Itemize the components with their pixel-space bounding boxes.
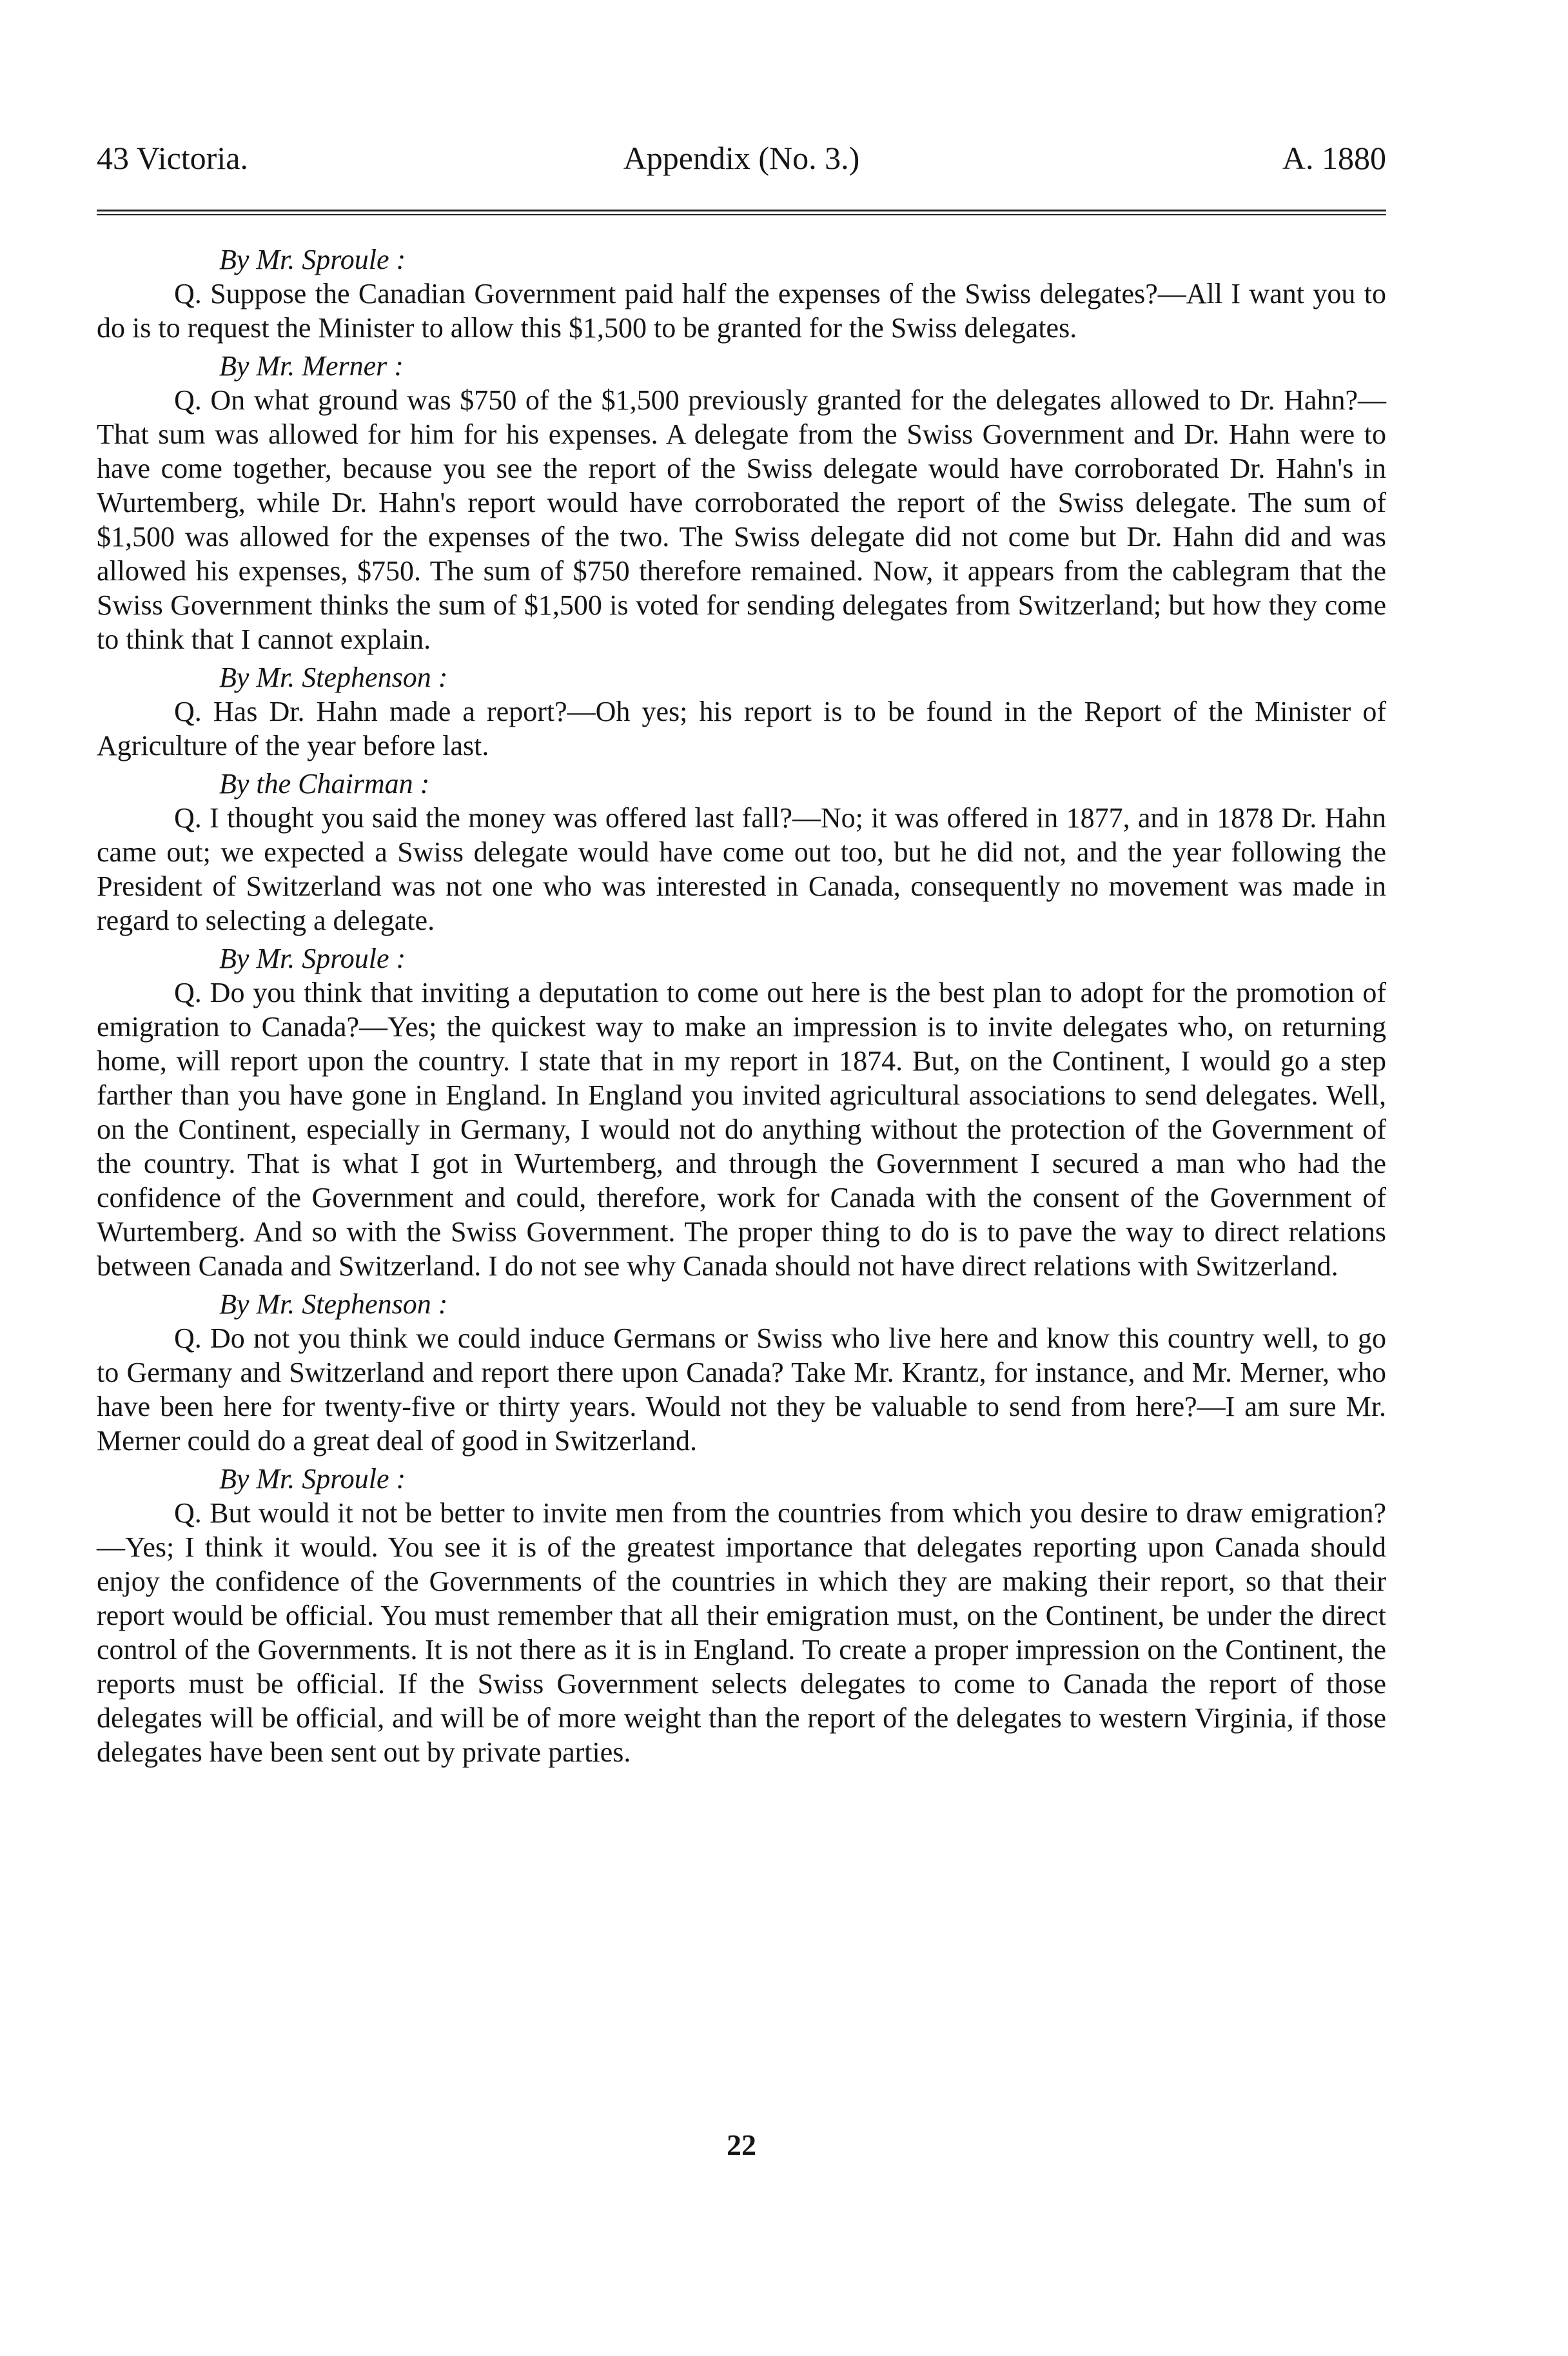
header-double-rule bbox=[97, 210, 1386, 215]
speaker-label: By Mr. Sproule : bbox=[219, 244, 406, 275]
question-answer: Q. Suppose the Canadian Government paid half the expenses of the Swiss delegates?—All I want you to do is to request the Minister to allow this $1,500 to be granted for the Swiss delegates. bbox=[97, 278, 1386, 344]
testimony-block bbox=[97, 1462, 1386, 1769]
speaker-label: By the Chairman : bbox=[219, 768, 430, 800]
speaker-label: By Mr. Stephenson : bbox=[219, 662, 448, 693]
question-answer: Q. On what ground was $750 of the $1,500 previously granted for the delegates allowed to Dr. Hahn?—That sum was allowed for him for his expenses. A delegate from the Swiss Government and Dr. Hahn were to have come together, because you see the report of the Swiss delegate would have corroborated Dr. Hahn's in Wurtemberg, while Dr. Hahn's report would have corroborated the report of the Swiss delegate. The sum of $1,500 was allowed for the expenses of the two. The Swiss delegate did not come but Dr. Hahn did and was allowed his expenses, $750. The sum of $750 therefore remained. Now, it appears from the cablegram that the Swiss Government thinks the sum of $1,500 is voted for sending delegates from Switzerland; but how they come to think that I cannot explain. bbox=[97, 384, 1386, 655]
testimony-block bbox=[97, 941, 1386, 1283]
document-page bbox=[97, 135, 1386, 2328]
speaker-label: By Mr. Sproule : bbox=[219, 1463, 406, 1495]
header-session: 43 Victoria. bbox=[97, 140, 248, 176]
question-answer: Q. I thought you said the money was offered last fall?—No; it was offered in 1877, and in 1878 Dr. Hahn came out; we expected a Swiss delegate would have come out too, but he did not, and the year following the President of Switzerland was not one who was interested in Canada, consequently no movement was made in regard to selecting a delegate. bbox=[97, 802, 1386, 936]
running-header bbox=[97, 135, 1386, 181]
header-appendix: Appendix (No. 3.) bbox=[623, 140, 860, 176]
testimony-body bbox=[97, 242, 1386, 1769]
question-answer: Q. But would it not be better to invite men from the countries from which you desire to draw emigration?—Yes; I think it would. You see it is of the greatest importance that delegates reporting upon Canada should enjoy the confidence of the Governments of the countries in which they are making their report, so that their report would be official. You must remember that all their emigration must, on the Continent, be under the direct control of the Governments. It is not there as it is in England. To create a proper impression on the Continent, the reports must be official. If the Swiss Government selects delegates to come to Canada the report of those delegates will be official, and will be of more weight than the report of the delegates to western Virginia, if those delegates have been sent out by private parties. bbox=[97, 1497, 1386, 1768]
testimony-block bbox=[97, 660, 1386, 763]
speaker-label: By Mr. Sproule : bbox=[219, 943, 406, 974]
page-number: 22 bbox=[727, 2128, 756, 2161]
speaker-label: By Mr. Stephenson : bbox=[219, 1288, 448, 1320]
testimony-block bbox=[97, 767, 1386, 937]
question-answer: Q. Do you think that inviting a deputation to come out here is the best plan to adopt for the promotion of emigration to Canada?—Yes; the quickest way to make an impression is to invite delegates who, on returning home, will report upon the country. I state that in my report in 1874. But, on the Continent, I would go a step farther than you have gone in England. In England you invited agricultural associations to send delegates. Well, on the Continent, especially in Germany, I would not do anything without the protection of the Government of the country. That is what I got in Wurtemberg, and through the Government I secured a man who had the confidence of the Government and could, therefore, work for Canada with the consent of the Government of Wurtemberg. And so with the Swiss Government. The proper thing to do is to pave the way to direct relations between Canada and Switzerland. I do not see why Canada should not have direct relations with Switzerland. bbox=[97, 977, 1386, 1282]
question-answer: Q. Has Dr. Hahn made a report?—Oh yes; his report is to be found in the Report of the Minister of Agriculture of the year before last. bbox=[97, 696, 1386, 761]
header-year: A. 1880 bbox=[1282, 140, 1386, 176]
testimony-block bbox=[97, 1287, 1386, 1458]
speaker-label: By Mr. Merner : bbox=[219, 350, 404, 382]
question-answer: Q. Do not you think we could induce Germans or Swiss who live here and know this country well, to go to Germany and Switzerland and report there upon Canada? Take Mr. Krantz, for instance, and Mr. Merner, who have been here for twenty-five or thirty years. Would not they be valuable to send from here?—I am sure Mr. Merner could do a great deal of good in Switzerland. bbox=[97, 1322, 1386, 1457]
testimony-block bbox=[97, 242, 1386, 345]
testimony-block bbox=[97, 349, 1386, 656]
